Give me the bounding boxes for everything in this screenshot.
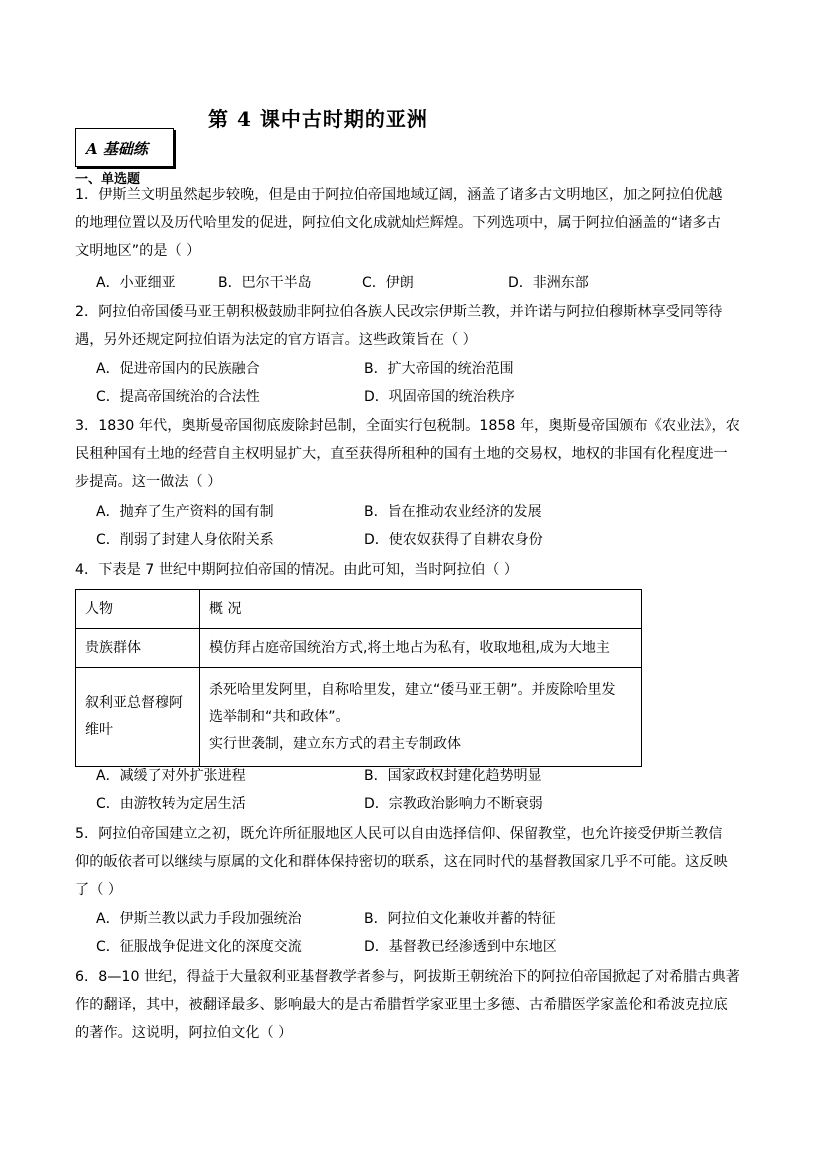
table-cell-line: 杀死哈里发阿里，自称哈里发，建立“倭马亚王朝”。并废除哈里发 — [209, 681, 616, 698]
question-1-line: 1．伊斯兰文明虽然起步较晚，但是由于阿拉伯帝国地域辽阔，涵盖了诸多古文明地区，加之阿拉伯优越 — [75, 187, 723, 203]
question-4-option-c: C．由游牧转为定居生活 — [96, 796, 246, 812]
question-2-line: 2．阿拉伯帝国倭马亚王朝积极鼓励非阿拉伯各族人民改宗伊斯兰教，并许诺与阿拉伯穆斯林享受同等待 — [75, 304, 723, 320]
question-3-line: 步提高。这一做法（ ） — [75, 474, 222, 490]
table-cell-line: 选举制和“共和政体”。 — [209, 708, 350, 725]
question-6-line: 作的翻译，其中，被翻译最多、影响最大的是古希腊哲学家亚里士多德、古希腊医学家盖伦和希波克拉底 — [75, 997, 728, 1013]
question-5-line: 5．阿拉伯帝国建立之初，既允许所征服地区人民可以自由选择信仰、保留教堂，也允许接受伊斯兰教信 — [75, 826, 723, 842]
table-cell: 叙利亚总督穆阿维叶 — [76, 668, 200, 767]
table-cell: 贵族群体 — [76, 629, 200, 668]
section-heading: 一、单选题 — [75, 172, 141, 187]
table-row — [76, 629, 642, 668]
question-1-option-b: B．巴尔干半岛 — [218, 275, 312, 291]
question-2-option-d: D．巩固帝国的统治秩序 — [364, 389, 515, 405]
question-1-option-c: C．伊朗 — [362, 275, 414, 291]
question-2-option-c: C．提高帝国统治的合法性 — [96, 389, 260, 405]
table-cell — [200, 668, 642, 767]
table-header-cell: 概 况 — [200, 590, 642, 629]
question-6-line: 6．8—10 世纪，得益于大量叙利亚基督教学者参与，阿拔斯王朝统治下的阿拉伯帝国掀起了对希腊古典著 — [75, 969, 740, 985]
question-1-line: 文明地区”的是（ ） — [75, 243, 201, 259]
question-5-option-d: D．基督教已经渗透到中东地区 — [364, 939, 557, 955]
question-3-option-c: C．削弱了封建人身依附关系 — [96, 532, 274, 548]
question-4-option-d: D．宗教政治影响力不断衰弱 — [364, 796, 543, 812]
question-1-option-a: A．小亚细亚 — [96, 275, 176, 291]
question-3-option-d: D．使农奴获得了自耕农身份 — [364, 532, 543, 548]
table-cell-line: 实行世袭制，建立东方式的君主专制政体 — [209, 735, 461, 752]
question-4-option-a: A．减缓了对外扩张进程 — [96, 768, 246, 784]
question-3-option-b: B．旨在推动农业经济的发展 — [364, 504, 542, 520]
table-header-row — [76, 590, 642, 629]
question-2-option-b: B．扩大帝国的统治范围 — [364, 361, 514, 377]
page-title: 第 4 课中古时期的亚洲 — [208, 107, 428, 131]
question-3-line: 3．1830 年代，奥斯曼帝国彻底废除封邑制，全面实行包税制。1858 年，奥斯曼帝国颁布《农业法》，农 — [75, 418, 740, 434]
question-4-option-b: B．国家政权封建化趋势明显 — [364, 768, 542, 784]
question-5-line: 了（ ） — [75, 882, 123, 898]
question-1-option-d: D．非洲东部 — [508, 275, 589, 291]
question-3-line: 民租种国有土地的经营自主权明显扩大，直至获得所租种的国有土地的交易权，地权的非国有化程度进一 — [75, 446, 728, 462]
table-row — [76, 668, 642, 767]
question-4-line: 4．下表是 7 世纪中期阿拉伯帝国的情况。由此可知，当时阿拉伯（ ） — [75, 562, 519, 578]
question-2-line: 遇，另外还规定阿拉伯语为法定的官方语言。这些政策旨在（ ） — [75, 332, 477, 348]
question-5-line: 仰的皈依者可以继续与原属的文化和群体保持密切的联系，这在同时代的基督教国家几乎不可能。这反映 — [75, 854, 728, 870]
question-5-option-a: A．伊斯兰教以武力手段加强统治 — [96, 911, 302, 927]
level-badge-label: A 基础练 — [86, 140, 148, 158]
table-header-cell: 人物 — [76, 590, 200, 629]
level-badge — [75, 128, 174, 167]
question-1-line: 的地理位置以及历代哈里发的促进，阿拉伯文化成就灿烂辉煌。下列选项中，属于阿拉伯涵盖的“诸多古 — [75, 215, 721, 231]
table-cell: 模仿拜占庭帝国统治方式,将土地占为私有，收取地租,成为大地主 — [200, 629, 642, 668]
question-5-option-b: B．阿拉伯文化兼收并蓄的特征 — [364, 911, 556, 927]
question-3-option-a: A．抛弃了生产资料的国有制 — [96, 504, 274, 520]
question-2-option-a: A．促进帝国内的民族融合 — [96, 361, 260, 377]
question-6-line: 的著作。这说明，阿拉伯文化（ ） — [75, 1025, 293, 1041]
question-4-table — [75, 589, 642, 767]
question-5-option-c: C．征服战争促进文化的深度交流 — [96, 939, 302, 955]
